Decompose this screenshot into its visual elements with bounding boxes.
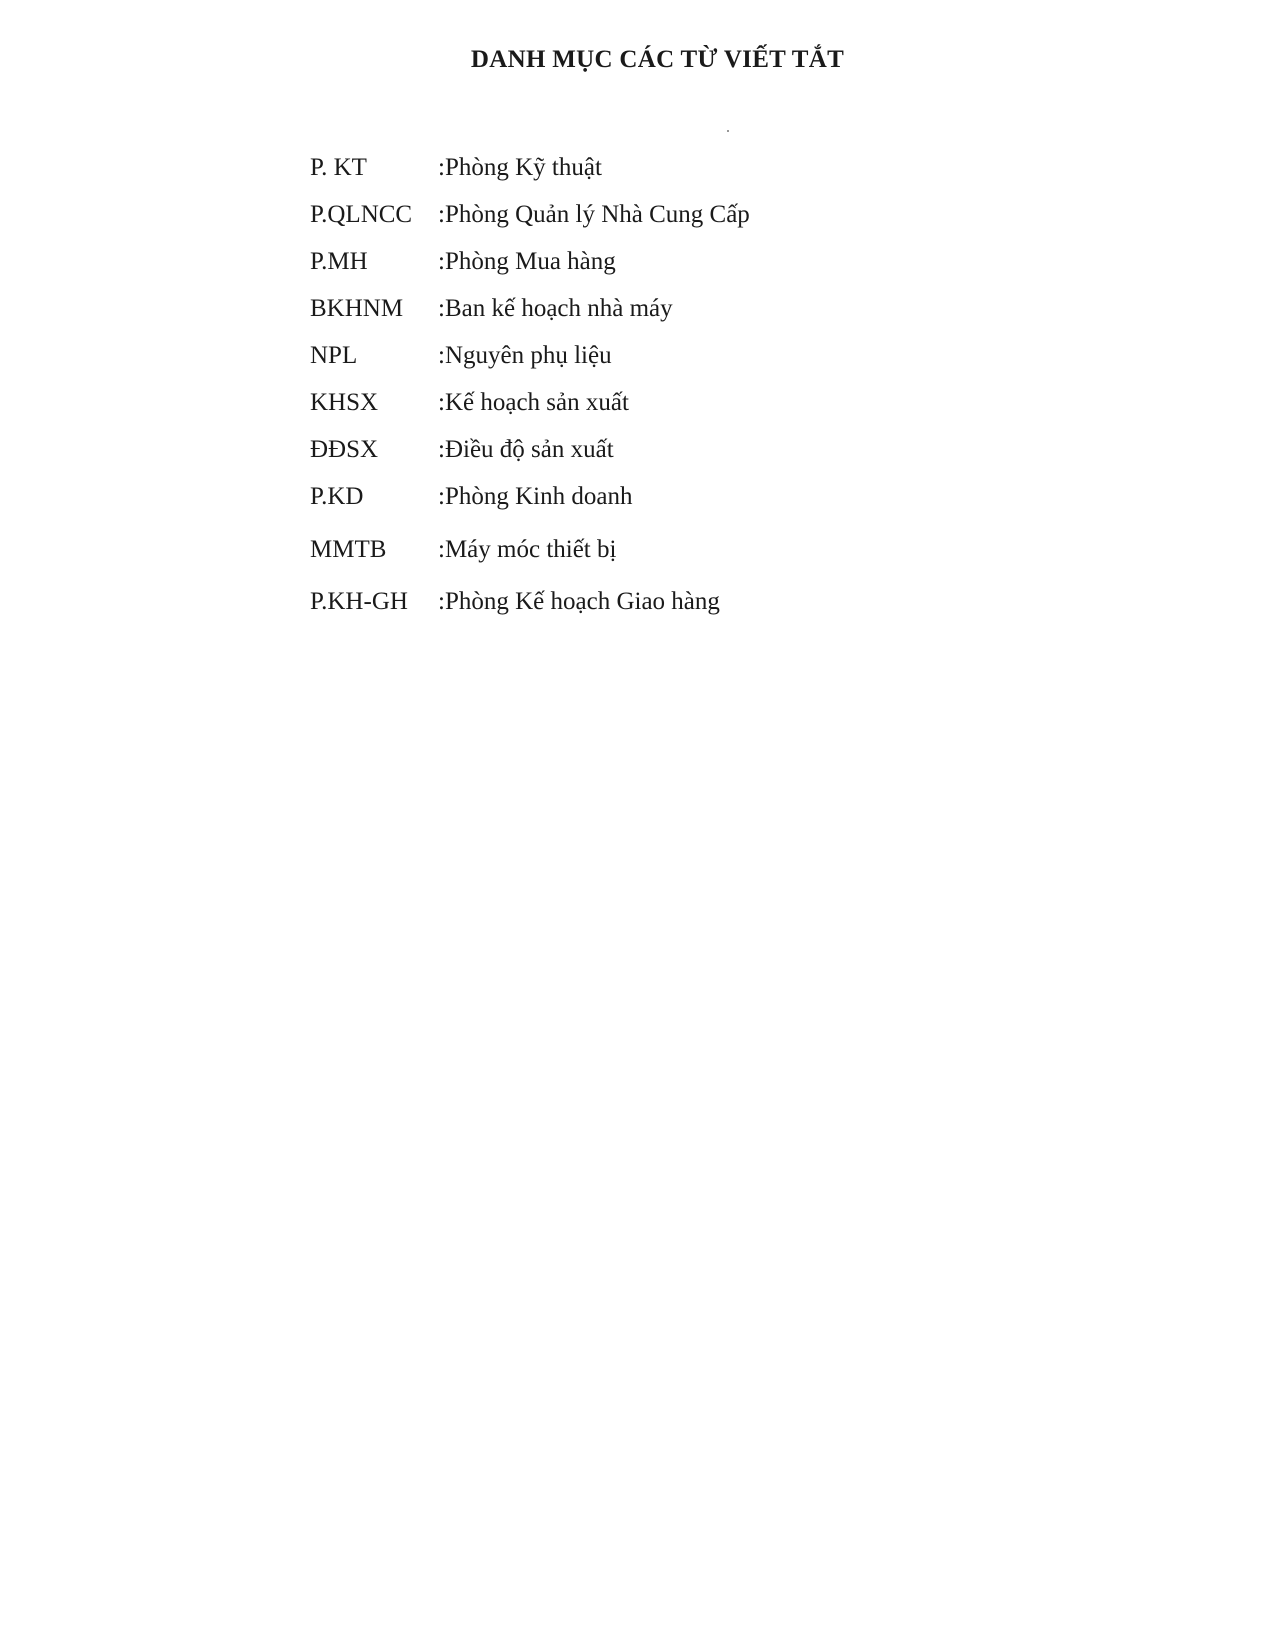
abbreviation-row <box>310 584 1010 620</box>
scan-speck <box>727 130 729 132</box>
abbreviation-code: NPL <box>310 342 358 369</box>
abbreviation-row <box>310 385 1010 421</box>
abbreviation-row <box>310 532 1010 568</box>
abbreviation-code: BKHNM <box>310 295 404 322</box>
abbreviation-row <box>310 479 1010 515</box>
abbreviation-code: P.KH-GH <box>310 588 408 615</box>
abbreviation-row <box>310 244 1010 280</box>
abbreviation-definition: :Phòng Quản lý Nhà Cung Cấp <box>438 201 750 228</box>
abbreviation-row <box>310 338 1010 374</box>
abbreviation-definition: :Điều độ sản xuất <box>438 436 614 463</box>
abbreviation-code: P.QLNCC <box>310 201 413 228</box>
abbreviation-code: KHSX <box>310 389 379 416</box>
abbreviation-definition: :Máy móc thiết bị <box>438 536 617 563</box>
abbreviation-definition: :Phòng Mua hàng <box>438 248 616 275</box>
abbreviation-row <box>310 197 1010 233</box>
abbreviation-definition: :Phòng Kế hoạch Giao hàng <box>438 588 720 615</box>
abbreviation-definition: :Kế hoạch sản xuất <box>438 389 629 416</box>
abbreviation-definition: :Phòng Kỹ thuật <box>438 154 602 181</box>
abbreviation-definition: :Phòng Kinh doanh <box>438 483 633 510</box>
page-title: DANH MỤC CÁC TỪ VIẾT TẮT <box>470 46 845 73</box>
abbreviation-row <box>310 291 1010 327</box>
abbreviation-code: P.MH <box>310 248 368 275</box>
abbreviation-code: ĐĐSX <box>310 436 379 463</box>
abbreviation-code: P.KD <box>310 483 364 510</box>
abbreviation-definition: :Nguyên phụ liệu <box>438 342 612 369</box>
abbreviation-definition: :Ban kế hoạch nhà máy <box>438 295 673 322</box>
abbreviation-row <box>310 150 1010 186</box>
abbreviation-code: MMTB <box>310 536 387 563</box>
abbreviation-code: P. KT <box>310 154 367 181</box>
abbreviation-row <box>310 432 1010 468</box>
